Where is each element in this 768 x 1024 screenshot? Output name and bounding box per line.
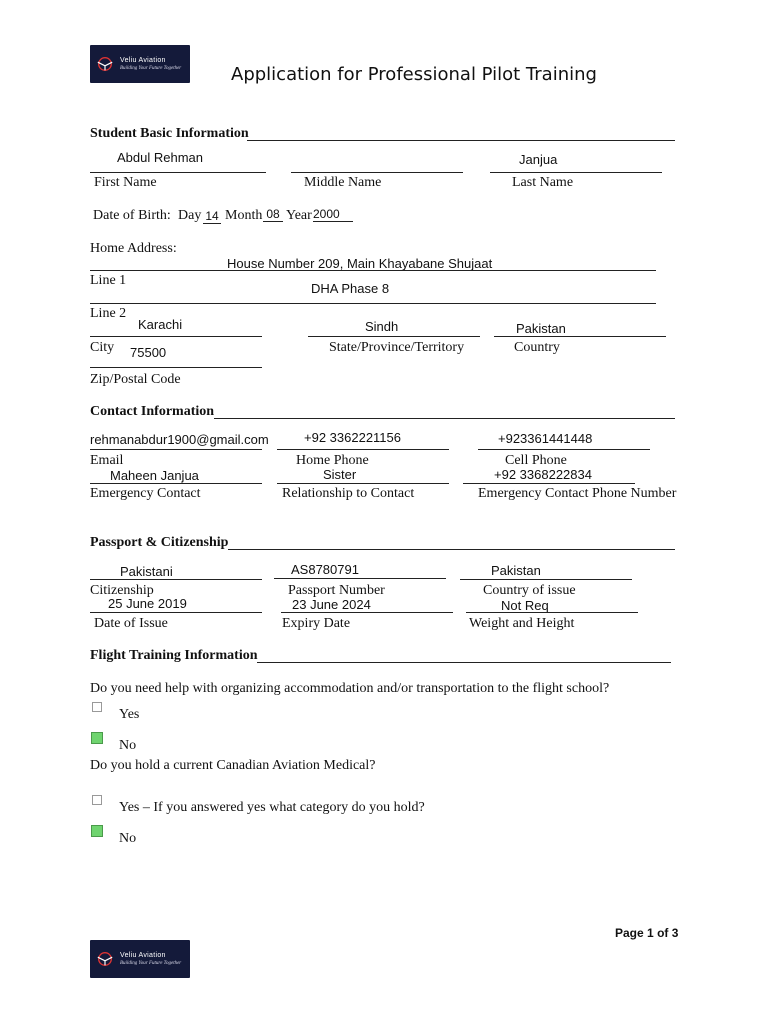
page-word: Page: [615, 926, 644, 940]
relationship-value[interactable]: Sister: [323, 467, 357, 482]
state-label: State/Province/Territory: [329, 340, 465, 355]
emergency-contact-value[interactable]: Maheen Janjua: [110, 468, 199, 483]
page-of: of: [657, 926, 669, 940]
city-line: [90, 336, 262, 337]
emergency-contact-line: [90, 483, 262, 484]
emergency-phone-label: Emergency Contact Phone Number: [478, 486, 677, 501]
country-issue-line: [460, 579, 632, 580]
page-title: Application for Professional Pilot Training: [231, 64, 597, 85]
first-name-label: First Name: [94, 175, 157, 190]
weight-height-value[interactable]: Not Req: [501, 598, 549, 613]
address-line2-line: [90, 303, 656, 304]
q1-yes-label: Yes: [119, 707, 140, 722]
q2-no-checkbox[interactable]: [91, 825, 103, 837]
emergency-contact-label: Emergency Contact: [90, 486, 201, 501]
cell-phone-label: Cell Phone: [505, 453, 567, 468]
zip-label: Zip/Postal Code: [90, 372, 181, 387]
section-rule: [257, 662, 671, 663]
q2-no-label: No: [119, 831, 137, 846]
cell-phone-line: [478, 449, 650, 450]
expiry-line: [281, 612, 453, 613]
weight-height-label: Weight and Height: [469, 616, 575, 631]
home-phone-value[interactable]: +92 3362221156: [304, 430, 401, 445]
wings-logo-icon: [96, 55, 114, 73]
section-rule: [247, 140, 675, 141]
cell-phone-value[interactable]: +923361441448: [498, 431, 593, 446]
country-label: Country: [514, 340, 560, 355]
passport-number-label: Passport Number: [288, 583, 385, 598]
dob-label: Date of Birth:: [93, 208, 171, 223]
country-line: [494, 336, 666, 337]
passport-number-line: [274, 578, 446, 579]
middle-name-label: Middle Name: [304, 175, 382, 190]
q1-no-label: No: [119, 738, 137, 753]
logo-name: Veliu Aviation: [120, 57, 166, 64]
date-issue-value[interactable]: 25 June 2019: [108, 596, 187, 611]
company-logo: [90, 45, 190, 83]
city-value[interactable]: Karachi: [138, 317, 183, 332]
last-name-label: Last Name: [512, 175, 574, 190]
student-section-heading: Student Basic Information: [90, 126, 249, 141]
middle-name-line: [291, 172, 463, 173]
zip-value[interactable]: 75500: [130, 345, 167, 360]
citizenship-line: [90, 579, 262, 580]
citizenship-label: Citizenship: [90, 583, 154, 598]
emergency-phone-value[interactable]: +92 3368222834: [494, 467, 592, 482]
page-total: 3: [671, 926, 679, 940]
dob-year-label: Year: [286, 208, 312, 223]
dob-year-value[interactable]: 2000: [313, 207, 353, 222]
dob-month-value[interactable]: 08: [263, 207, 283, 222]
relationship-line: [277, 483, 449, 484]
address-line2-label: Line 2: [90, 306, 127, 321]
q2-yes-label: Yes – If you answered yes what category do you hold?: [119, 800, 425, 815]
q1-no-checkbox[interactable]: [91, 732, 103, 744]
passport-number-value[interactable]: AS8780791: [291, 562, 359, 577]
address-line2-value[interactable]: DHA Phase 8: [311, 281, 390, 296]
passport-section-heading: Passport & Citizenship: [90, 535, 229, 550]
home-phone-line: [277, 449, 449, 450]
emergency-phone-line: [463, 483, 635, 484]
last-name-value[interactable]: Janjua: [519, 152, 558, 167]
dob-day-label: Day: [178, 208, 202, 223]
address-line1-value[interactable]: House Number 209, Main Khayabane Shujaat: [227, 256, 493, 271]
date-issue-line: [90, 612, 262, 613]
first-name-line: [90, 172, 266, 173]
email-value[interactable]: rehmanabdur1900@gmail.com: [90, 432, 269, 447]
page-indicator: [615, 926, 678, 940]
contact-section-heading: Contact Information: [90, 404, 215, 419]
page-current: 1: [647, 926, 654, 940]
section-rule: [214, 418, 675, 419]
q2-yes-checkbox[interactable]: [92, 795, 102, 805]
footer-logo: [90, 940, 190, 978]
relationship-label: Relationship to Contact: [282, 486, 415, 501]
flight-section-heading: Flight Training Information: [90, 648, 258, 663]
weight-height-line: [466, 612, 638, 613]
email-label: Email: [90, 453, 124, 468]
country-value[interactable]: Pakistan: [516, 321, 566, 336]
address-line1-label: Line 1: [90, 273, 127, 288]
city-label: City: [90, 340, 115, 355]
question-accommodation: Do you need help with organizing accommodation and/or transportation to the flight school?: [90, 681, 610, 696]
date-issue-label: Date of Issue: [94, 616, 168, 631]
email-line: [90, 449, 262, 450]
state-line: [308, 336, 480, 337]
wings-logo-icon: [96, 950, 114, 968]
country-issue-value[interactable]: Pakistan: [491, 563, 541, 578]
q1-yes-checkbox[interactable]: [92, 702, 102, 712]
country-issue-label: Country of issue: [483, 583, 576, 598]
section-rule: [228, 549, 675, 550]
dob-month-label: Month: [225, 208, 263, 223]
dob-day-value[interactable]: 14: [203, 209, 221, 224]
expiry-value[interactable]: 23 June 2024: [292, 597, 371, 612]
last-name-line: [490, 172, 662, 173]
logo-tagline: Building Your Future Together: [120, 961, 182, 966]
home-address-label: Home Address:: [90, 241, 177, 256]
address-line1-line: [90, 270, 656, 271]
first-name-value[interactable]: Abdul Rehman: [117, 150, 203, 165]
question-medical: Do you hold a current Canadian Aviation Medical?: [90, 758, 376, 773]
logo-name: Veliu Aviation: [120, 952, 166, 959]
home-phone-label: Home Phone: [296, 453, 369, 468]
logo-tagline: Building Your Future Together: [120, 66, 182, 71]
zip-line: [90, 367, 262, 368]
state-value[interactable]: Sindh: [365, 319, 399, 334]
expiry-label: Expiry Date: [282, 616, 351, 631]
citizenship-value[interactable]: Pakistani: [120, 564, 173, 579]
